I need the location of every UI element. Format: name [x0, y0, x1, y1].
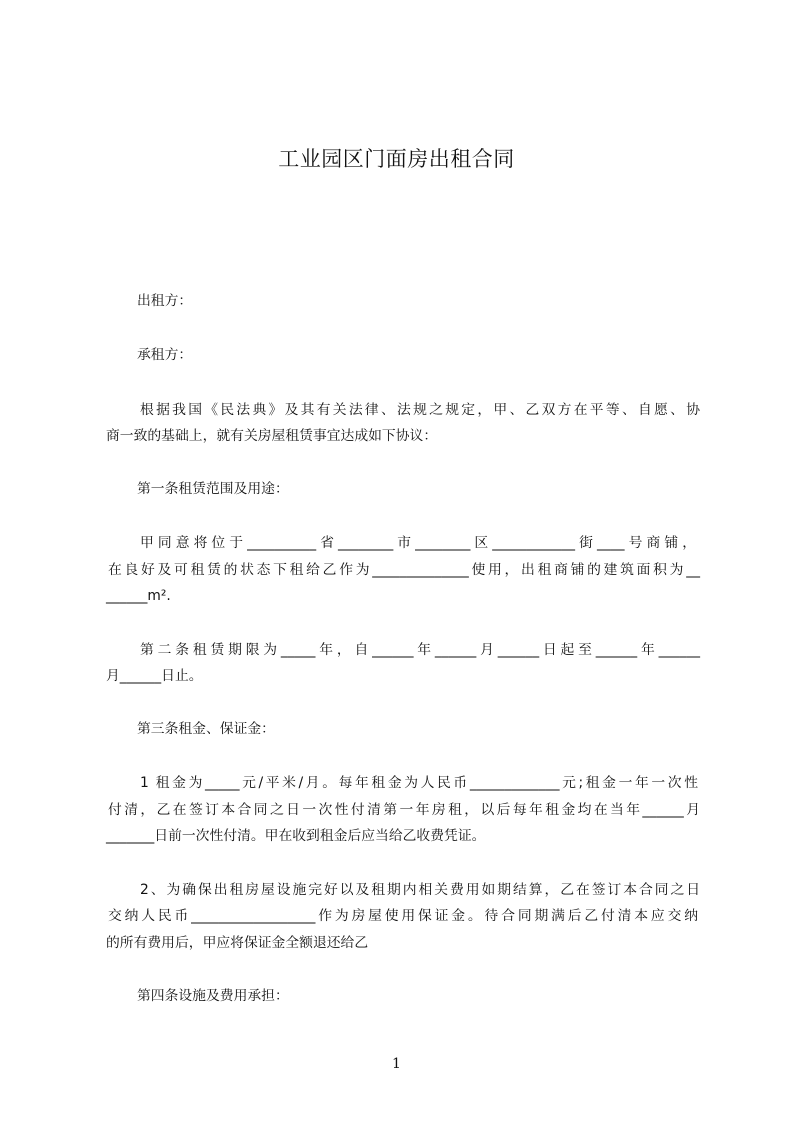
- article3-heading: 第三条租金、保证金：: [137, 721, 275, 737]
- preamble-line-2: 商一致的基础上，就有关房屋租赁事宜达成如下协议：: [106, 428, 438, 444]
- article3-item1-line-1: 1 租金为_____元/平米/月。每年租金为人民币_____________元;租金一年一次性: [140, 775, 698, 791]
- article3-item2-line-2: 交纳人民币__________________作为房屋使用保证金。待合同期满后乙付清本应交纳: [108, 908, 698, 924]
- article4-heading: 第四条设施及费用承担：: [137, 988, 289, 1004]
- article2-line-2: 月______日止。: [106, 668, 203, 684]
- preamble-line-1: 根据我国《民法典》及其有关法律、法规之规定，甲、乙双方在平等、自愿、协: [140, 402, 700, 418]
- article3-item1-line-2: 付清，乙在签订本合同之日一次性付清第一年房租，以后每年租金均在当年______月: [108, 802, 700, 818]
- article1-line-2: 在良好及可租赁的状态下租给乙作为______________使用，出租商铺的建筑面积为__: [108, 562, 700, 578]
- article1-heading: 第一条租赁范围及用途：: [137, 481, 289, 497]
- lessee-label: 承租方：: [137, 347, 193, 363]
- article2-line-1: 第二条租赁期限为_____年，自______年______月______日起至______年______: [140, 642, 700, 658]
- article3-item2-line-1: 2、为确保出租房屋设施完好以及租期内相关费用如期结算，乙在签订本合同之日: [140, 882, 700, 898]
- article3-item2-line-3: 的所有费用后，甲应将保证金全额退还给乙: [106, 935, 369, 951]
- article3-item1-line-3: _______日前一次性付清。甲在收到租金后应当给乙收费凭证。: [106, 828, 486, 844]
- document-title: 工业园区门面房出租合同: [278, 147, 515, 171]
- lessor-label: 出租方：: [137, 293, 193, 309]
- article1-line-1: 甲同意将位于__________省________市________区____________街____号商铺，: [140, 535, 696, 551]
- page-number: 1: [392, 1056, 401, 1072]
- article1-line-3: ______m².: [106, 588, 171, 604]
